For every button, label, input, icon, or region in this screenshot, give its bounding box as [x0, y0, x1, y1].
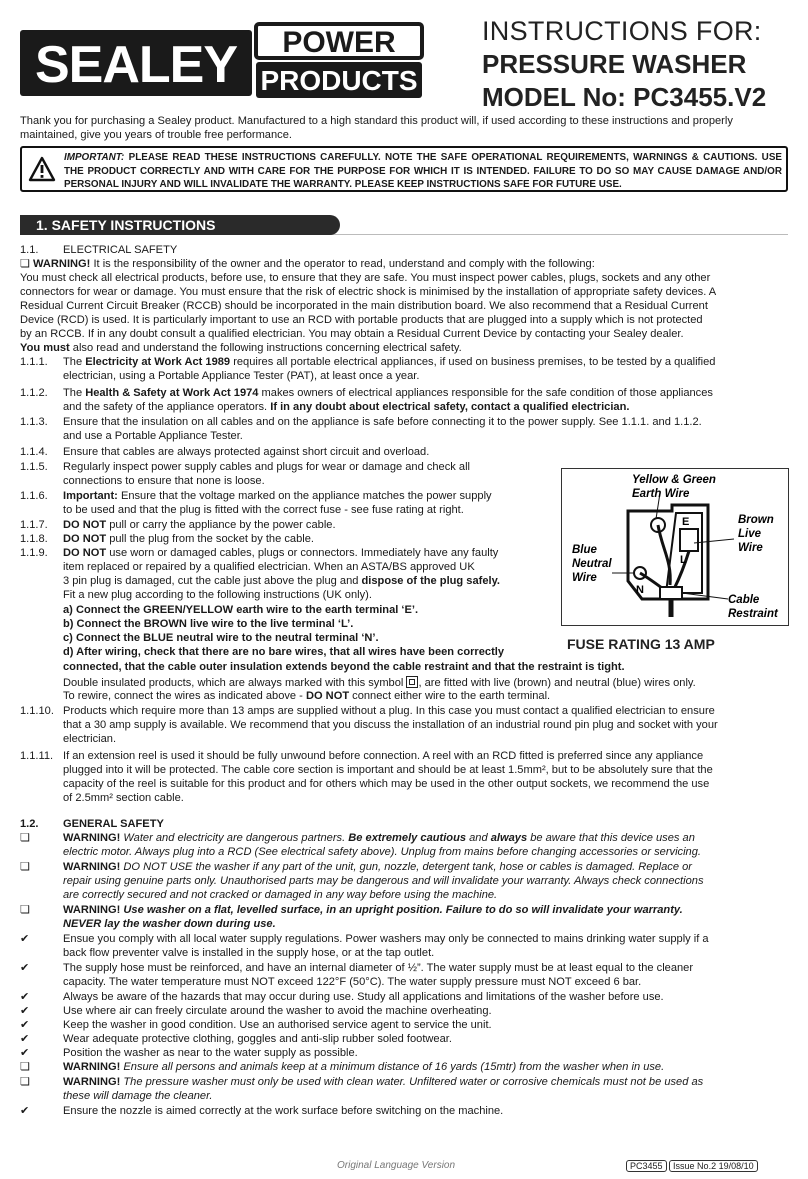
item-text: The Health & Safety at Work Act 1974 makes owners of electrical appliances responsible for the safe condition of those appliances — [63, 387, 713, 399]
item-text: If an extension reel is used it should be fully unwound before connection. A reel with an RCD fitted is preferred since any appliance — [63, 750, 704, 762]
label-earth-wire: Earth Wire — [632, 488, 690, 500]
footer-code: PC3455 — [626, 1160, 667, 1172]
checkbox-bullet-icon: ❏ — [20, 1061, 30, 1073]
gs-item: WARNING! Use washer on a flat, levelled surface, in an upright position. Failure to do so will invalidate your warranty. — [63, 904, 683, 916]
item-text: to be used and that the plug is fitted with the correct fuse - see fuse rating at right. — [63, 504, 464, 516]
item-text: Regularly inspect power supply cables and plugs for wear or damage and check all — [63, 461, 470, 473]
label-restraint: Restraint — [728, 608, 778, 620]
item-number: 1.1.10. — [20, 705, 54, 717]
section-1-heading: 1. SAFETY INSTRUCTIONS — [20, 215, 340, 235]
label-live-wire: Wire — [738, 542, 763, 554]
item-text: DO NOT use worn or damaged cables, plugs or connectors. Immediately have any faulty — [63, 547, 499, 559]
double-insulated-icon — [406, 676, 418, 688]
tick-bullet-icon: ✔ — [20, 933, 30, 945]
wiring-step-d: d) After wiring, check that there are no bare wires, that all wires have been correctly — [63, 646, 505, 658]
power-products-wordmark — [256, 24, 422, 98]
gs-item-cont: NEVER lay the washer down during use. — [63, 918, 276, 930]
item-number: 1.1.2. — [20, 387, 48, 399]
s11-warning: ❏ WARNING! It is the responsibility of the owner and the operator to read, understand and comply with the following: — [20, 258, 595, 270]
important-text: IMPORTANT: PLEASE READ THESE INSTRUCTIONS CAREFULLY. NOTE THE SAFE OPERATIONAL REQUIREMENTS, WARNINGS & CAUTIONS. USE THE PRODUCT CORRECTLY AND WITH CARE FOR THE PURPOSE FOR WHICH IT IS INTENDED. FAILURE TO DO SO MAY CAUSE DAMAGE AND/OR PERSONAL INJURY AND WILL INVALIDATE THE WARRANTY. PLEASE KEEP INSTRUCTIONS SAFE FOR FUTURE USE. — [64, 152, 782, 190]
tick-bullet-icon: ✔ — [20, 1105, 30, 1117]
item-text: and the safety of the appliance operators. If in any doubt about electrical safety, contact a qualified electrician. — [63, 401, 630, 413]
item-text: 3 pin plug is damaged, cut the cable just above the plug and dispose of the plug safely. — [63, 575, 501, 587]
label-brown: Brown — [738, 514, 774, 526]
item-text: electrician, using a Portable Appliance Tester (PAT), at least once a year. — [63, 370, 420, 382]
item-number: 1.1.11. — [20, 750, 54, 762]
checkbox-bullet-icon: ❏ — [20, 1076, 30, 1088]
gs-item: WARNING! Ensure all persons and animals keep at a minimum distance of 16 yards (15mtr) from the washer when in use. — [63, 1061, 665, 1073]
wiring-step-a: a) Connect the GREEN/YELLOW earth wire to the earth terminal ‘E’. — [63, 604, 419, 616]
gs-item: WARNING! The pressure washer must only be used with clean water. Unfiltered water or corrosive chemicals must not be used as — [63, 1076, 704, 1088]
item-text: and use a Portable Appliance Tester. — [63, 430, 243, 442]
gs-item-cont: repair using genuine parts only. Unauthorised parts may be dangerous and will invalidate your warranty. Always check connections — [63, 875, 704, 887]
item-text: Products which require more than 13 amps are supplied without a plug. In this case you must contact a qualified electrician to ensure — [63, 705, 715, 717]
para-line: Residual Current Circuit Breaker (RCCB) should be incorporated in the main distribution board. We also recommend that a Residual Current — [20, 300, 708, 312]
checkbox-bullet-icon: ❏ — [20, 832, 30, 844]
brand-left: SEALEY — [34, 36, 238, 94]
gs-item: Position the washer as near to the water supply as possible. — [63, 1047, 358, 1059]
item-number: 1.1.5. — [20, 461, 48, 473]
item-text: Ensure that the insulation on all cables and on the appliance is safe before connecting it to the power supply. See 1.1.1. and 1.1.2. — [63, 416, 702, 428]
item-number: 1.1.4. — [20, 446, 48, 458]
footer-issue — [626, 1160, 758, 1172]
s12-title: GENERAL SAFETY — [63, 818, 164, 830]
important-notice-box — [20, 146, 788, 192]
item-number: 1.1.3. — [20, 416, 48, 428]
checkbox-bullet-icon: ❏ — [20, 258, 30, 270]
gs-item: Ensue you comply with all local water supply regulations. Power washers may only be connected to mains drinking water supply if a — [63, 933, 709, 945]
checkbox-bullet-icon: ❏ — [20, 861, 30, 873]
para-line: You must check all electrical products, before use, to ensure that they are safe. You must inspect power cables, plugs, sockets and any other — [20, 272, 711, 284]
label-live: Live — [738, 528, 762, 540]
fuse — [680, 529, 698, 551]
terminal-l: L — [680, 554, 687, 566]
brand-right-top: POWER — [282, 26, 396, 59]
rewire-line: To rewire, connect the wires as indicated above - DO NOT connect either wire to the earth terminal. — [63, 690, 551, 702]
gs-item-cont: are correctly secured and not cracked or damaged in any way before using the machine. — [63, 889, 498, 901]
gs-item: WARNING! Water and electricity are dangerous partners. Be extremely cautious and always be aware that this device uses an — [63, 832, 695, 844]
title-line-1: INSTRUCTIONS FOR: — [482, 16, 762, 46]
gs-item-cont: electric motor. Always plug into a RCD (See electrical safety above). Unplug from mains before changing accessories or servicing. — [63, 846, 701, 858]
cable-restraint — [660, 587, 682, 599]
s11-number: 1.1. — [20, 244, 39, 256]
item-text: DO NOT pull or carry the appliance by the power cable. — [63, 519, 336, 531]
warning-triangle-icon — [28, 156, 56, 182]
item-text: Fit a new plug according to the following instructions (UK only). — [63, 589, 372, 601]
s11-title: ELECTRICAL SAFETY — [63, 244, 178, 256]
item-text: connections to ensure that none is loose. — [63, 475, 265, 487]
item-text: of 2.5mm² section cable. — [63, 792, 184, 804]
gs-item: The supply hose must be reinforced, and have an internal diameter of ½”. The water supply must be at least equal to the cleaner — [63, 962, 694, 974]
para-line: Device (RCD) is used. It is particularly important to use an RCD with portable products that are plugged into a supply which is not protected — [20, 314, 703, 326]
gs-item: Ensure the nozzle is aimed correctly at the work surface before switching on the machine. — [63, 1105, 504, 1117]
intro-paragraph: Thank you for purchasing a Sealey product. Manufactured to a high standard this product will, if used according to these instructions and properly maintained, give you years of trouble free performance. — [20, 115, 733, 141]
item-text: item replaced or repaired by a qualified electrician. When an ASTA/BS approved UK — [63, 561, 475, 573]
wiring-step-c: c) Connect the BLUE neutral wire to the neutral terminal ‘N’. — [63, 632, 379, 644]
item-text: that a 30 amp supply is available. We recommend that you discuss the installation of an industrial round pin plug and socket with your — [63, 719, 718, 731]
label-cable: Cable — [728, 594, 760, 606]
tick-bullet-icon: ✔ — [20, 1047, 30, 1059]
title-line-3: MODEL No: PC3455.V2 — [482, 82, 767, 112]
title-line-2: PRESSURE WASHER — [482, 49, 747, 79]
checkbox-bullet-icon: ❏ — [20, 904, 30, 916]
tick-bullet-icon: ✔ — [20, 962, 30, 974]
item-text: Ensure that cables are always protected against short circuit and overload. — [63, 446, 430, 458]
item-number: 1.1.6. — [20, 490, 48, 502]
label-neutral: Neutral — [572, 558, 612, 570]
tick-bullet-icon: ✔ — [20, 1005, 30, 1017]
tick-bullet-icon: ✔ — [20, 1033, 30, 1045]
para-line: by an RCCB. If in any doubt consult a qualified electrician. You may obtain a Residual Current Device by contacting your Sealey dealer. — [20, 328, 684, 340]
wiring-step-b: b) Connect the BROWN live wire to the live terminal ‘L’. — [63, 618, 354, 630]
para-line: connectors for wear or damage. You must ensure that the risk of electric shock is minimised by the installation of appropriate safety devices. A — [20, 286, 717, 298]
terminal-n: N — [636, 584, 644, 596]
s12-number: 1.2. — [20, 818, 39, 830]
gs-item: Keep the washer in good condition. Use an authorised service agent to service the unit. — [63, 1019, 492, 1031]
item-text: capacity of the reel is suitable for this product and for others which may be used in the other output sockets, we recommend the use — [63, 778, 710, 790]
gs-item-cont: back flow preventer valve is installed in the supply hose, or at the tap outlet. — [63, 947, 435, 959]
gs-item-cont: capacity. The water temperature must NOT exceed 122°F (50°C). The water supply pressure must NOT exceed 6 bar. — [63, 976, 642, 988]
item-number: 1.1.1. — [20, 356, 48, 368]
item-text: The Electricity at Work Act 1989 requires all portable electrical appliances, if used on business premises, to be tested by a qualified — [63, 356, 716, 368]
label-neutral-wire: Wire — [572, 572, 597, 584]
sealey-power-products-logo — [20, 22, 430, 102]
must-line: You must also read and understand the following instructions concerning electrical safety. — [20, 342, 462, 354]
gs-item: Wear adequate protective clothing, goggles and anti-slip rubber soled footwear. — [63, 1033, 452, 1045]
item-text: electrician. — [63, 733, 117, 745]
terminal-e: E — [682, 516, 690, 528]
item-number: 1.1.9. — [20, 547, 48, 559]
footer-language: Original Language Version — [337, 1160, 456, 1171]
double-insulated-line: Double insulated products, which are always marked with this symbol , are fitted with live (brown) and neutral (blue) wires only. — [63, 677, 696, 689]
gs-item-cont: these will damage the cleaner. — [63, 1090, 213, 1102]
item-number: 1.1.7. — [20, 519, 48, 531]
item-number: 1.1.8. — [20, 533, 48, 545]
label-blue: Blue — [572, 544, 597, 556]
gs-item: WARNING! DO NOT USE the washer if any part of the unit, gun, nozzle, detergent tank, hose or cables is damaged. Replace or — [63, 861, 692, 873]
sealey-wordmark — [20, 30, 252, 96]
brand-right-bottom: PRODUCTS — [260, 65, 418, 96]
item-text: plugged into it will be protected. The cable core section is important and should be at least 1.5mm², but to be absolutely sure that the — [63, 764, 713, 776]
gs-item: Always be aware of the hazards that may occur during use. Study all applications and limitations of the washer before use. — [63, 991, 664, 1003]
label-yellow-green: Yellow & Green — [632, 474, 716, 486]
wiring-step-d-cont: connected, that the cable outer insulation extends beyond the cable restraint and that the restraint is tight. — [63, 661, 625, 673]
fuse-rating: FUSE RATING 13 AMP — [567, 636, 715, 652]
tick-bullet-icon: ✔ — [20, 1019, 30, 1031]
item-text: DO NOT pull the plug from the socket by the cable. — [63, 533, 314, 545]
plug-wiring-diagram — [561, 468, 789, 626]
tick-bullet-icon: ✔ — [20, 991, 30, 1003]
footer-issue-no: Issue No.2 19/08/10 — [669, 1160, 758, 1172]
important-label: IMPORTANT: — [64, 152, 125, 163]
gs-item: Use where air can freely circulate around the washer to avoid the machine overheating. — [63, 1005, 492, 1017]
item-text: Important: Ensure that the voltage marked on the appliance matches the power supply — [63, 490, 492, 502]
